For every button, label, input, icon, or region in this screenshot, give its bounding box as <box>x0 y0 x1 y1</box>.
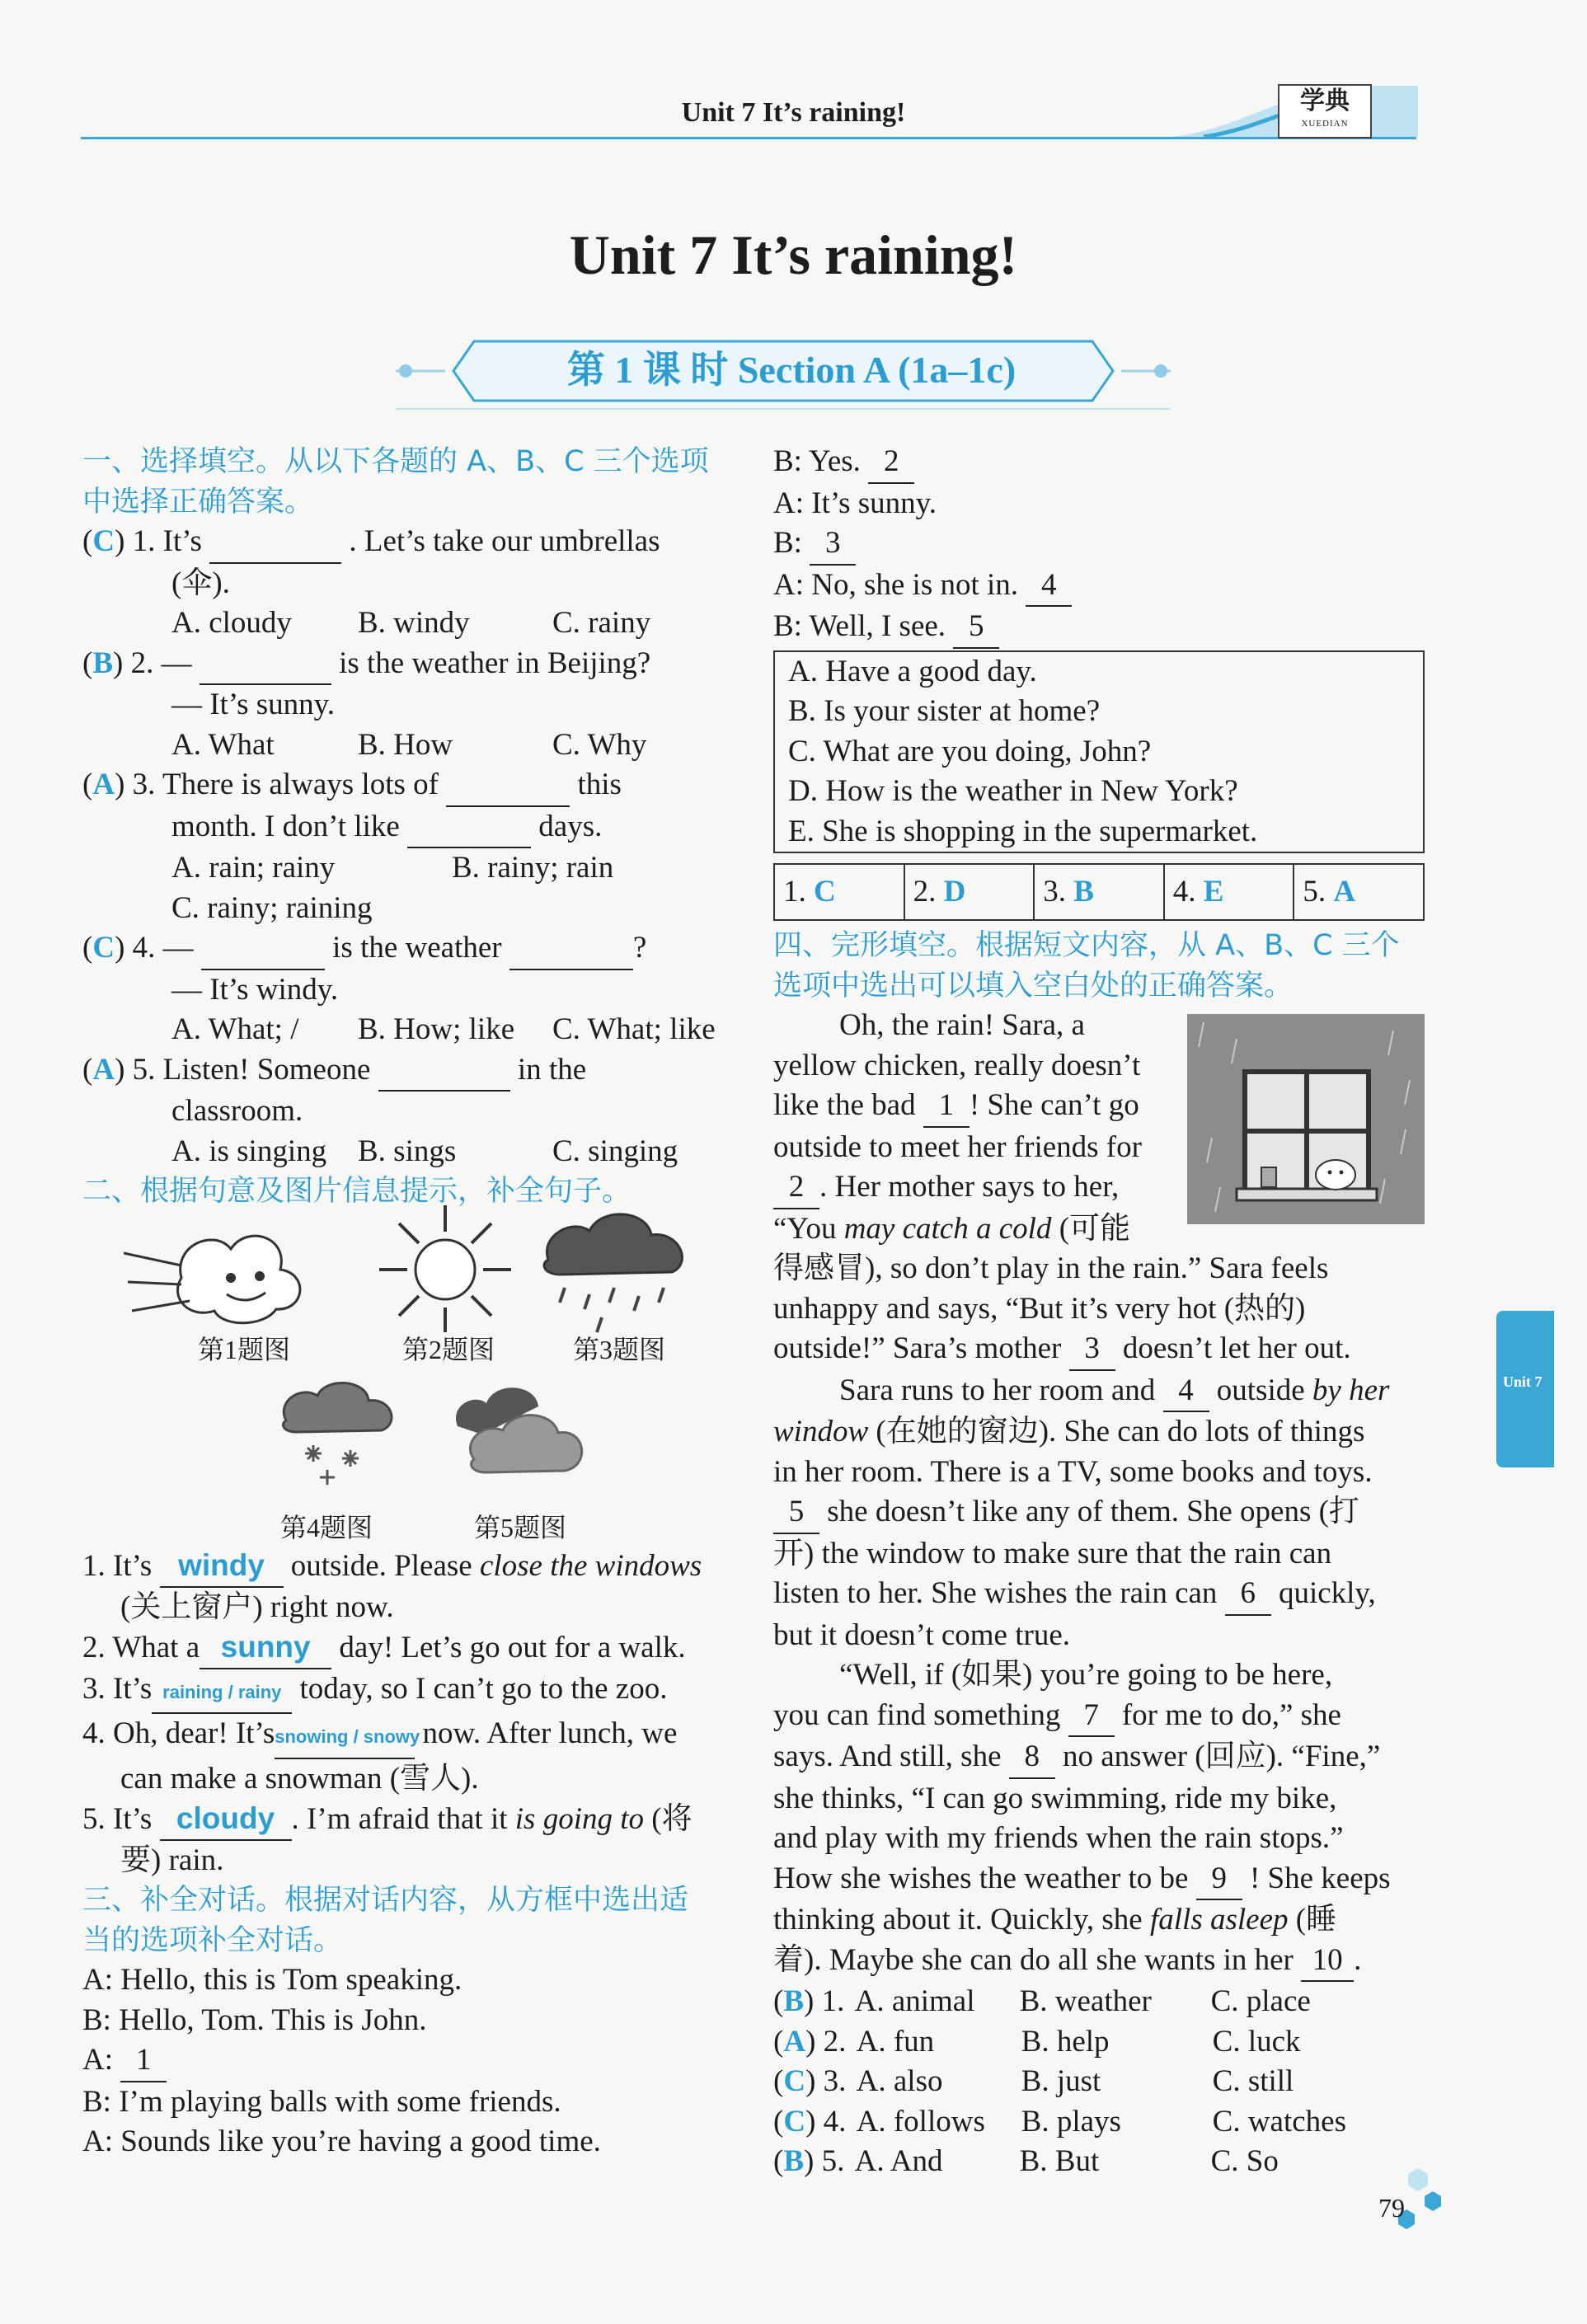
dialog-option-e: E. She is shopping in the supermarket. <box>788 814 1258 848</box>
dialog-blank-4[interactable]: 4 <box>1026 566 1072 608</box>
s5-text-b: . I’m afraid that it <box>291 1802 508 1836</box>
q5-text-b: in <box>517 1052 542 1087</box>
q4-text-d: — It’s windy. <box>171 972 339 1007</box>
dialog-line-10 <box>773 607 1425 649</box>
unit-side-tab-label: Unit 7 <box>1503 1373 1542 1390</box>
q1: (C) 1. It’s . Let’s take our umbrellas <box>82 522 742 564</box>
dialog-line-8-text: B: <box>773 526 802 560</box>
q2-text: 2. — <box>130 646 192 680</box>
s1-text: 1. It’s <box>82 1549 153 1583</box>
passage-line: How she wishes the weather to be 9 ! She keeps <box>773 1859 1425 1901</box>
cloze-blank-9[interactable]: 9 <box>1196 1859 1242 1901</box>
answer-cell-5[interactable]: 5. A <box>1303 875 1356 908</box>
q4: (C) 4. — is the weather ? <box>82 928 742 970</box>
dialog-blank-3[interactable]: 3 <box>810 523 856 566</box>
rainy-window-icon <box>1187 1014 1425 1224</box>
cloze-blank-4[interactable]: 4 <box>1163 1371 1209 1413</box>
cloze-blank-5[interactable]: 5 <box>773 1492 819 1534</box>
part4-heading-2: 选项中选出可以填入空白处的正确答案。 <box>773 969 1294 1002</box>
s5-text-c: (将 <box>651 1802 693 1836</box>
passage-line: thinking about it. Quickly, she falls asleep (睡 <box>773 1903 1337 1937</box>
q2-options <box>82 725 742 766</box>
passage-line: 得感冒), so don’t play in the rain.” Sara feels <box>773 1251 1329 1285</box>
cloze-q5-option-a[interactable]: A. And <box>854 2144 943 2178</box>
part3-heading: 三、补全对话。根据对话内容，从方框中选出适 <box>82 1884 689 1917</box>
q4-option-c[interactable]: C. What; like <box>552 1012 716 1046</box>
passage-line: 着). Maybe she can do all she wants in her 10 . <box>773 1941 1425 1983</box>
cloze-q4-option-a[interactable]: A. follows <box>856 2104 985 2139</box>
s2-text-b: day! Let’s go out for a walk. <box>339 1631 686 1664</box>
s5-fill[interactable]: cloudy <box>160 1799 292 1841</box>
answer-1: C <box>814 875 836 908</box>
passage-line: like the bad 1 ! She can’t go <box>773 1086 1177 1128</box>
dialog-line-7: A: It’s sunny. <box>773 486 937 520</box>
dialog-options-box <box>773 650 1425 854</box>
q5-text-c: the <box>548 1052 587 1087</box>
q2-option-a[interactable]: A. What <box>171 727 275 762</box>
passage-line: 5 she doesn’t like any of them. She opens (打 <box>773 1492 1425 1534</box>
running-header: Unit 7 It’s raining! <box>681 97 906 128</box>
q2-option-c[interactable]: C. Why <box>552 727 647 762</box>
caption-5: 第5题图 <box>474 1513 567 1542</box>
s5 <box>82 1799 742 1841</box>
caption-4: 第4题图 <box>280 1513 373 1542</box>
answer-cell-3[interactable]: 3. B <box>1035 865 1165 919</box>
passage-line: and play with my friends when the rain stops.” <box>773 1821 1344 1855</box>
answer-2: D <box>943 875 966 908</box>
cloze-blank-10[interactable]: 10 <box>1301 1941 1354 1983</box>
cloze-q2: (A) 2. A. fun B. help C. luck <box>773 2022 1425 2063</box>
s3-text: 3. It’s <box>82 1671 153 1706</box>
q3-text: 3. There is always lots of <box>132 768 439 801</box>
cloze-q4-option-b[interactable]: B. plays <box>1021 2104 1121 2139</box>
cloze-q1-option-c[interactable]: C. place <box>1210 1984 1311 2018</box>
cloze-q3-option-a[interactable]: A. also <box>856 2064 943 2098</box>
s3 <box>82 1669 742 1715</box>
q1-option-b[interactable]: B. windy <box>358 606 470 640</box>
s4-text-c: can make a snowman (雪人). <box>120 1761 479 1796</box>
q4-options <box>82 1010 742 1050</box>
lesson-banner: 第 1 课 时 Section A (1a–1c) <box>566 349 1017 391</box>
q1-text-c: (伞). <box>171 566 230 600</box>
passage-line: Sara runs to her room and 4 outside by her <box>773 1371 1425 1413</box>
unit-side-tab <box>1496 1311 1554 1467</box>
q3-text-d: days. <box>538 809 603 843</box>
dialog-option-d: D. How is the weather in New York? <box>788 774 1238 808</box>
q5-answer: A <box>92 1052 115 1087</box>
q2-text-c: — It’s sunny. <box>171 688 336 721</box>
q3-options <box>82 848 742 889</box>
cloze-q2-option-b[interactable]: B. help <box>1021 2024 1110 2059</box>
q5-blank[interactable] <box>378 1050 510 1092</box>
page-number: 79 <box>1378 2193 1405 2223</box>
q3-blank-1[interactable] <box>446 765 570 807</box>
dialog-line-8 <box>773 523 1425 566</box>
s4-text: 4. Oh, dear! It’s <box>82 1716 275 1750</box>
dialog-blank-5[interactable]: 5 <box>953 607 999 649</box>
cloze-q1-option-a[interactable]: A. animal <box>854 1984 975 2018</box>
q3-option-a[interactable]: A. rain; rainy <box>171 851 336 885</box>
q4-text-b: is the weather <box>332 931 502 965</box>
passage-line: window (在她的窗边). She can do lots of things <box>773 1415 1365 1448</box>
answer-cell-2[interactable]: 2. D <box>905 865 1035 919</box>
left-column <box>82 442 742 1212</box>
q4-answer: C <box>92 931 115 965</box>
q1-answer: C <box>92 524 115 558</box>
q4-option-b[interactable]: B. How; like <box>358 1012 515 1046</box>
part3-heading-2: 当的选项补全对话。 <box>82 1923 343 1957</box>
passage-line: she thinks, “I can go swimming, ride my bike, <box>773 1781 1337 1815</box>
part1-heading: 一、选择填空。从以下各题的 A、B、C 三个选项 <box>82 445 709 478</box>
dialog-blank-1[interactable]: 1 <box>120 2040 167 2082</box>
s1-fill[interactable]: windy <box>160 1546 284 1588</box>
s4-text-b: now. After lunch, we <box>422 1716 678 1750</box>
q2-text-b: is the weather in Beijing? <box>339 646 651 680</box>
dialog-line-6 <box>773 442 1425 484</box>
q2: (B) 2. — is the weather in Beijing? <box>82 644 742 686</box>
dialog-line-2: B: Hello, Tom. This is John. <box>82 2002 427 2037</box>
q4-blank-1[interactable] <box>201 928 325 970</box>
caption-2: 第2题图 <box>402 1335 495 1364</box>
s5-text: 5. It’s <box>82 1802 153 1836</box>
q2-answer: B <box>92 646 114 680</box>
answer-cell-4[interactable]: 4. E <box>1165 865 1295 919</box>
cloze-blank-1[interactable]: 1 <box>923 1086 970 1128</box>
dialog-line-9-text: A: No, she is not in. <box>773 567 1019 602</box>
s1-text-b: outside. Please <box>290 1549 472 1583</box>
q3-blank-2[interactable] <box>407 807 531 849</box>
q5: (A) 5. Listen! Someone in the <box>82 1050 742 1092</box>
s2-text: 2. What a <box>82 1631 200 1664</box>
passage-line: but it doesn’t come true. <box>773 1617 1070 1652</box>
dialog-option-a: A. Have a good day. <box>788 654 1037 688</box>
dialog-option-b: B. Is your sister at home? <box>788 694 1101 728</box>
answer-5: A <box>1333 875 1356 908</box>
answer-cell-1[interactable]: 1. C <box>775 865 905 919</box>
cloze-q4-option-c[interactable]: C. watches <box>1212 2104 1346 2139</box>
cloze-q4: (C) 4. A. follows B. plays C. watches <box>773 2102 1425 2143</box>
s5-text-ital: is going to <box>514 1802 645 1836</box>
cloze-q3: (C) 3. A. also B. just C. still <box>773 2062 1425 2102</box>
dialog-line-1: A: Hello, this is Tom speaking. <box>82 1963 462 1997</box>
answer-4: E <box>1203 875 1224 908</box>
dialog-line-3-text: A: <box>82 2043 113 2077</box>
dialog-line-5: A: Sounds like you’re having a good time. <box>82 2124 601 2158</box>
passage-line: says. And still, she 8 no answer (回应). “Fine,” <box>773 1737 1425 1779</box>
snow-cloud-icon <box>276 1373 400 1488</box>
cloze-q3-option-c[interactable]: C. still <box>1212 2064 1294 2098</box>
q5-option-a[interactable]: A. is singing <box>171 1134 327 1168</box>
cloze-q1-option-b[interactable]: B. weather <box>1019 1984 1152 2018</box>
q1-text: 1. It’s <box>132 524 202 558</box>
cloze-blank-3[interactable]: 3 <box>1069 1329 1115 1371</box>
caption-3: 第3题图 <box>573 1335 666 1364</box>
q4-option-a[interactable]: A. What; / <box>171 1012 299 1046</box>
s1-text-ital: close the windows <box>479 1549 702 1583</box>
s3-fill[interactable]: raining / rainy <box>152 1673 292 1715</box>
passage-line: 开) the window to make sure that the rain can <box>773 1536 1332 1570</box>
s2 <box>82 1627 742 1669</box>
s2-fill[interactable]: sunny <box>200 1627 331 1669</box>
passage-block-1 <box>773 1006 1177 1249</box>
q3-text-c: month. I don’t like <box>171 809 400 843</box>
passage-line: Oh, the rain! Sara, a <box>839 1008 1085 1042</box>
cloze-q5-option-b[interactable]: B. But <box>1019 2144 1100 2178</box>
q3-option-b[interactable]: B. rainy; rain <box>452 851 614 885</box>
q5-option-c[interactable]: C. singing <box>552 1134 678 1168</box>
cloze-blank-7[interactable]: 7 <box>1068 1696 1115 1738</box>
q5-option-b[interactable]: B. sings <box>358 1134 457 1168</box>
q4-blank-2[interactable] <box>509 928 633 970</box>
cloze-q2-option-c[interactable]: C. luck <box>1212 2024 1301 2059</box>
cloze-q5: (B) 5. A. And B. But C. So <box>773 2142 1425 2182</box>
part1-heading-2: 中选择正确答案。 <box>82 485 314 519</box>
q5-text: 5. Listen! Someone <box>132 1052 371 1087</box>
q3-option-c[interactable]: C. rainy; raining <box>171 890 373 925</box>
passage-line: yellow chicken, really doesn’t <box>773 1048 1141 1082</box>
q2-blank[interactable] <box>200 644 331 686</box>
passage-line: listen to her. She wishes the rain can 6 quickly, <box>773 1574 1425 1616</box>
cloze-q5-option-c[interactable]: C. So <box>1210 2144 1279 2178</box>
q3: (A) 3. There is always lots of this <box>82 765 742 807</box>
passage-line: 2 . Her mother says to her, <box>773 1167 1177 1209</box>
q1-option-a[interactable]: A. cloudy <box>171 606 292 640</box>
q3-line2 <box>82 807 742 849</box>
wind-cloud-icon <box>124 1204 330 1336</box>
q5-text-d: classroom. <box>171 1094 303 1128</box>
s1-text-c: (关上窗户) right now. <box>120 1589 394 1624</box>
dialog-line-9 <box>773 566 1425 608</box>
sun-icon <box>363 1202 528 1334</box>
q4-text-c: ? <box>632 931 647 965</box>
cloze-blank-8[interactable]: 8 <box>1009 1737 1055 1779</box>
cloze-q1: (B) 1. A. animal B. weather C. place <box>773 1982 1425 2022</box>
passage-line: outside to meet her friends for <box>773 1129 1142 1164</box>
dialog-blank-2[interactable]: 2 <box>868 442 914 484</box>
cloze-q3-option-b[interactable]: B. just <box>1021 2064 1101 2098</box>
rain-cloud-icon <box>532 1202 697 1334</box>
s1 <box>82 1546 742 1588</box>
dialog-line-10-text: B: Well, I see. <box>773 609 946 643</box>
s4 <box>82 1714 742 1759</box>
cloze-blank-2[interactable]: 2 <box>773 1167 819 1209</box>
cloze-blank-6[interactable]: 6 <box>1225 1574 1271 1616</box>
passage-line: “You may catch a cold (可能 <box>773 1211 1131 1246</box>
q1-option-c[interactable]: C. rainy <box>552 606 651 640</box>
q1-text-b: . Let’s take our umbrellas <box>349 524 660 558</box>
dialog-option-c: C. What are you doing, John? <box>788 734 1152 768</box>
passage-line: you can find something 7 for me to do,” she <box>773 1696 1425 1738</box>
logo-icon: 学典 XUEDIAN <box>1278 84 1372 139</box>
cloudy-icon <box>449 1377 589 1484</box>
passage-line: “Well, if (如果) you’re going to be here, <box>839 1658 1333 1692</box>
q4-text: 4. — <box>132 931 194 965</box>
s4-fill[interactable]: snowing / snowy <box>275 1717 415 1759</box>
q1-options <box>82 603 742 644</box>
right-column <box>773 442 1425 2182</box>
page-title: Unit 7 It’s raining! <box>569 223 1018 286</box>
s5-text-d: 要) rain. <box>120 1843 224 1877</box>
caption-1: 第1题图 <box>198 1335 291 1364</box>
q5-options <box>82 1132 742 1172</box>
left-column-lower <box>82 1546 742 2162</box>
dialog-line-3 <box>82 2040 742 2082</box>
s3-text-b: today, so I can’t go to the zoo. <box>299 1671 668 1706</box>
dialog-line-6-text: B: Yes. <box>773 444 861 478</box>
dialog-line-4: B: I’m playing balls with some friends. <box>82 2084 561 2119</box>
part4-heading: 四、完形填空。根据短文内容，从 A、B、C 三个 <box>773 929 1400 962</box>
q2-option-b[interactable]: B. How <box>358 727 453 762</box>
dialog-answer-grid <box>773 863 1425 921</box>
q3-text-b: this <box>577 768 622 801</box>
answer-3: B <box>1073 875 1094 908</box>
q1-blank[interactable] <box>209 522 341 564</box>
passage-line: unhappy and says, “But it’s very hot (热的) <box>773 1291 1306 1326</box>
passage-line: outside!” Sara’s mother 3 doesn’t let her out. <box>773 1329 1425 1371</box>
passage-line: in her room. There is a TV, some books and toys. <box>773 1454 1373 1489</box>
part2-heading: 二、根据句意及图片信息提示，补全句子。 <box>82 1175 632 1208</box>
cloze-q2-option-a[interactable]: A. fun <box>856 2024 935 2059</box>
q3-answer: A <box>92 768 115 801</box>
